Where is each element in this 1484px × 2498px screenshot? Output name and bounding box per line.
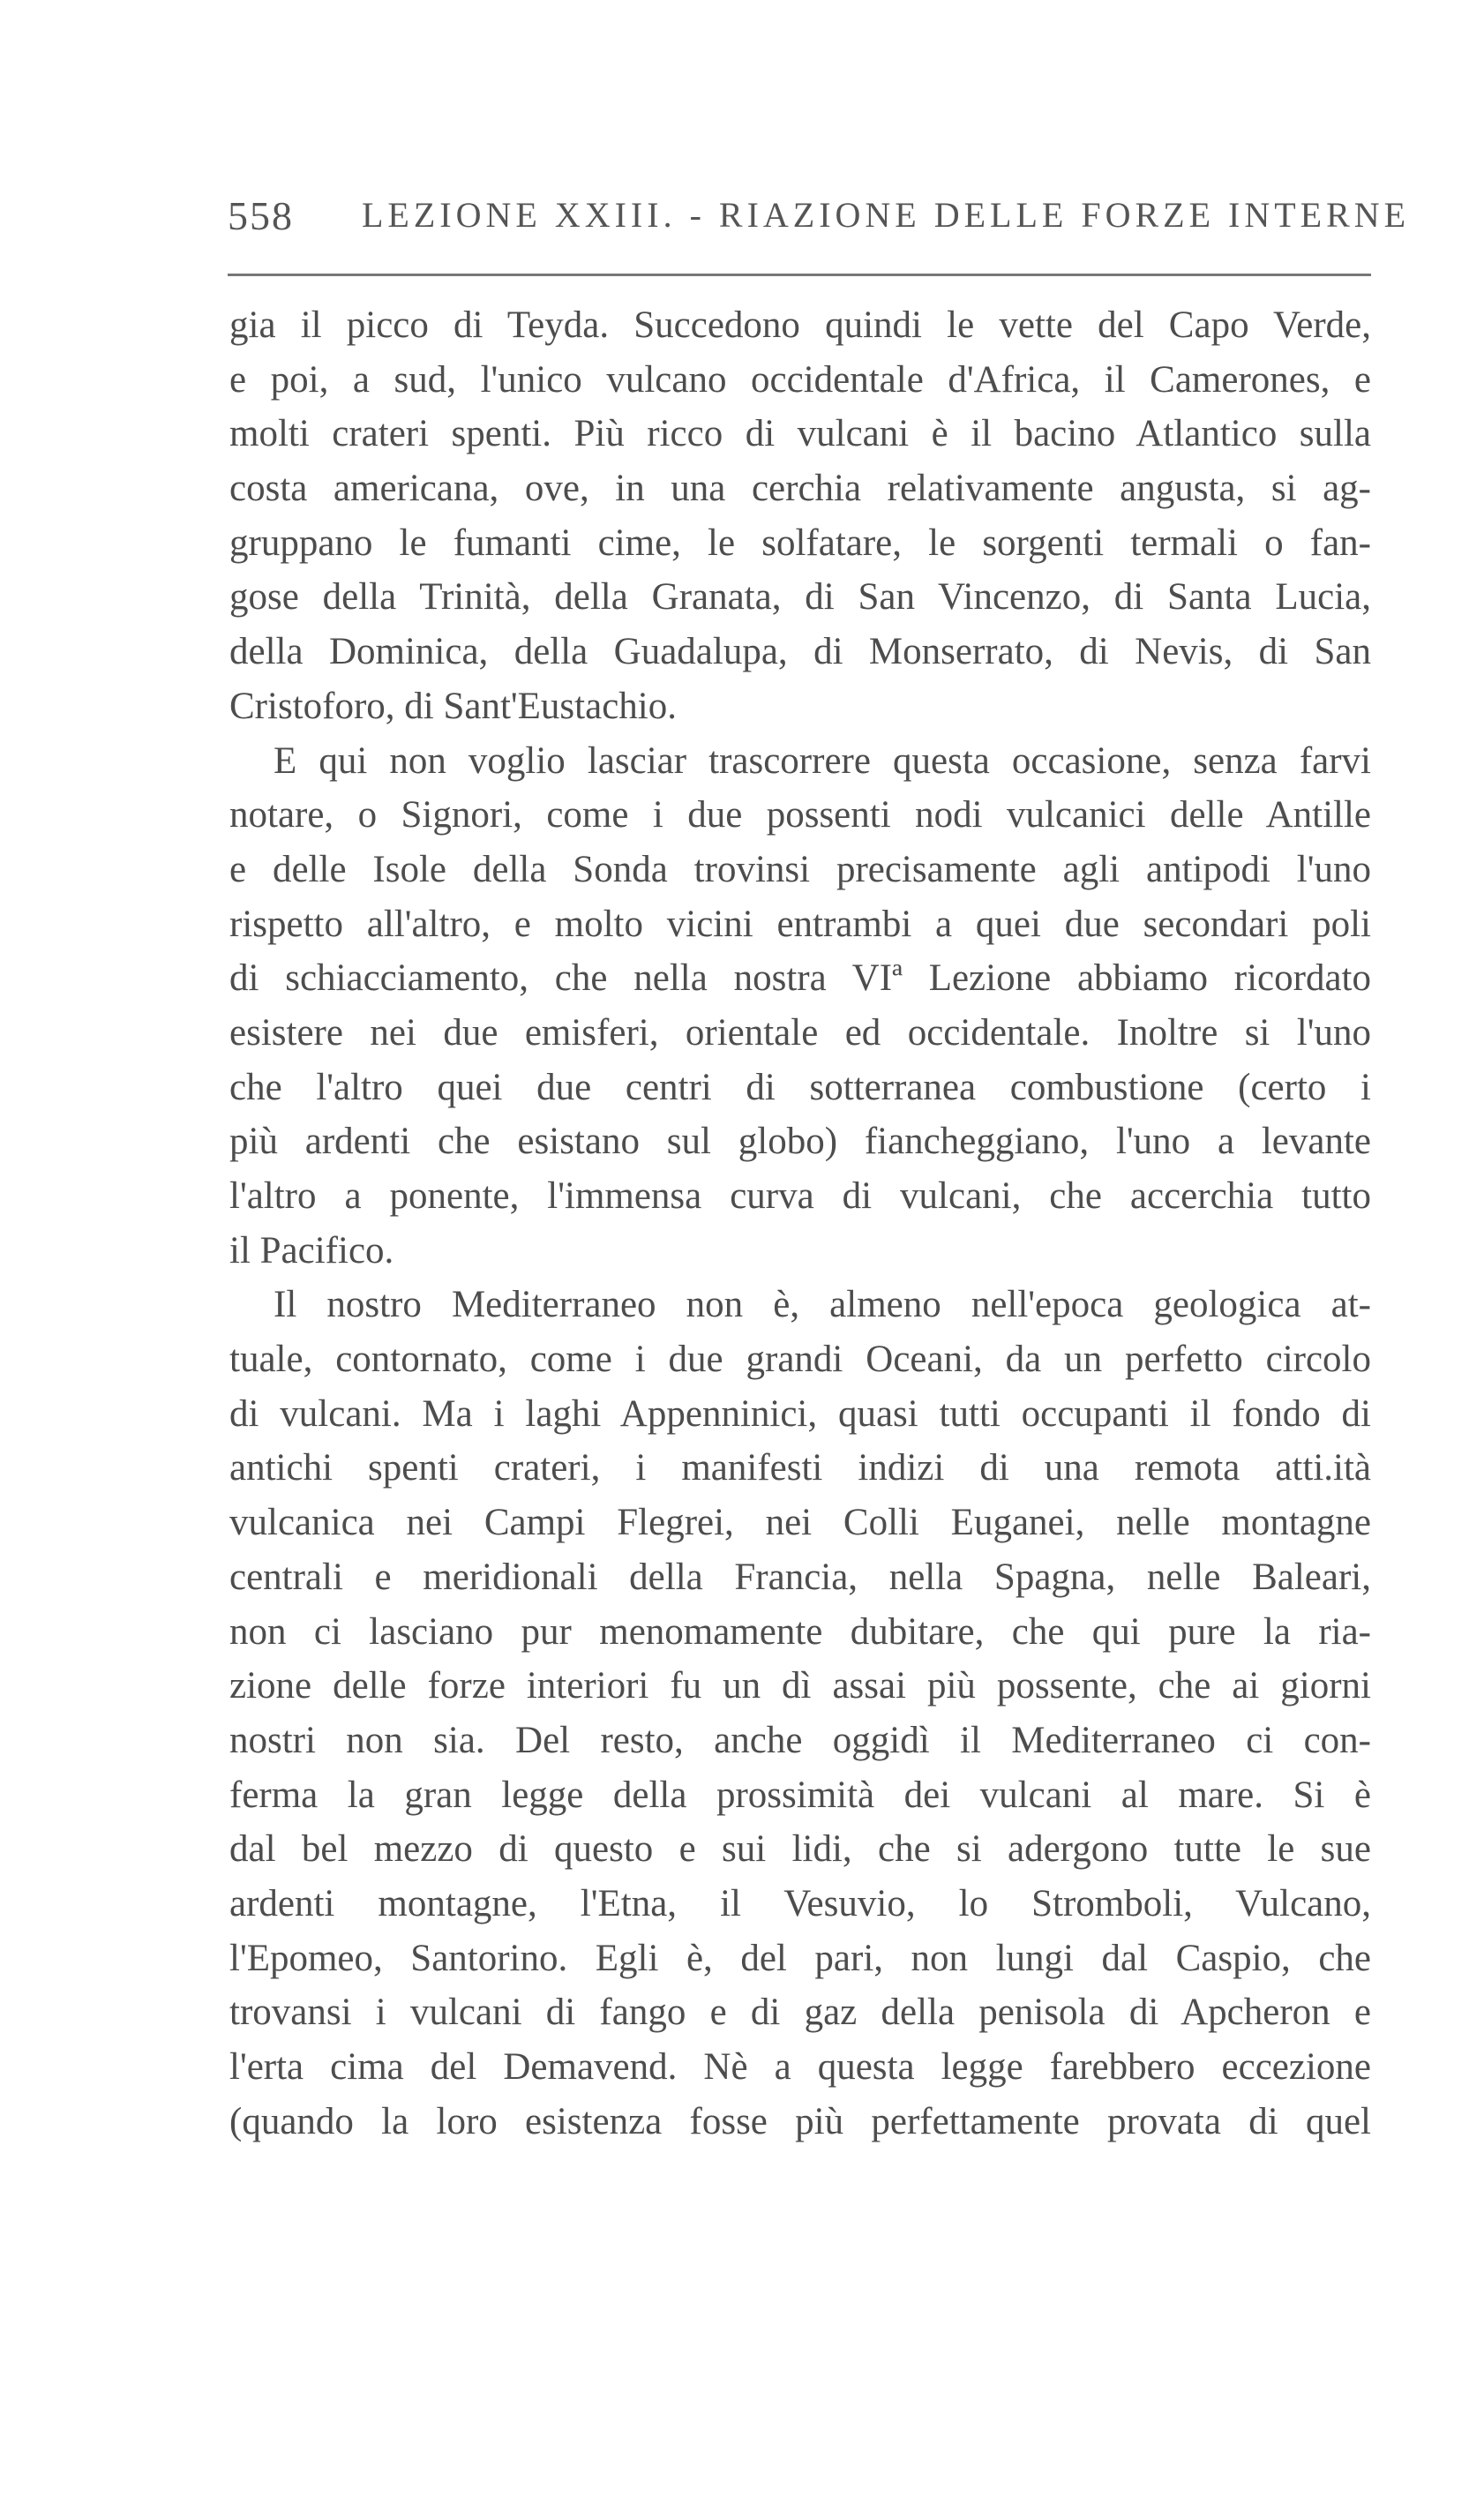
text-line: non ci lasciano pur menomamente dubitare, che qui pure la ria- bbox=[229, 1610, 1371, 1653]
text-line: di vulcani. Ma i laghi Appenninici, quasi tutti occupanti il fondo di bbox=[229, 1392, 1371, 1435]
text-line: più ardenti che esistano sul globo) fiancheggiano, l'uno a levante bbox=[229, 1121, 1371, 1163]
text-line: e delle Isole della Sonda trovinsi precisamente agli antipodi l'uno bbox=[229, 848, 1371, 890]
text-line: molti crateri spenti. Più ricco di vulcani è il bacino Atlantico sulla bbox=[229, 413, 1371, 455]
text-line: l'erta cima del Demavend. Nè a questa legge farebbero eccezione bbox=[229, 2046, 1371, 2088]
text-line: gose della Trinità, della Granata, di San Vincenzo, di Santa Lucia, bbox=[229, 576, 1371, 619]
text-line: il Pacifico. bbox=[229, 1229, 394, 1272]
text-line: E qui non voglio lasciar trascorrere questa occasione, senza farvi bbox=[274, 739, 1371, 782]
body-text bbox=[229, 298, 1371, 2149]
text-line: vulcanica nei Campi Flegrei, nei Colli Euganei, nelle montagne bbox=[229, 1502, 1371, 1544]
text-line: l'Epomeo, Santorino. Egli è, del pari, non lungi dal Caspio, che bbox=[229, 1937, 1371, 1979]
text-line: rispetto all'altro, e molto vicini entrambi a quei due secondari poli bbox=[229, 903, 1371, 945]
page-header bbox=[228, 192, 1411, 245]
text-line: Il nostro Mediterraneo non è, almeno nell'epoca geologica at- bbox=[274, 1284, 1371, 1326]
text-line: notare, o Signori, come i due possenti nodi vulcanici delle Antille bbox=[229, 794, 1371, 836]
text-line: che l'altro quei due centri di sotterranea combustione (certo i bbox=[229, 1066, 1371, 1108]
text-line: ardenti montagne, l'Etna, il Vesuvio, lo Stromboli, Vulcano, bbox=[229, 1882, 1371, 1924]
text-line: tuale, contornato, come i due grandi Oceani, da un perfetto circolo bbox=[229, 1339, 1371, 1381]
text-line: l'altro a ponente, l'immensa curva di vulcani, che accerchia tutto bbox=[229, 1175, 1371, 1217]
text-line: e poi, a sud, l'unico vulcano occidentale d'Africa, il Camerones, e bbox=[229, 358, 1371, 401]
text-line: antichi spenti crateri, i manifesti indizi di una remota atti.ità bbox=[229, 1447, 1371, 1489]
text-line: centrali e meridionali della Francia, nella Spagna, nelle Baleari, bbox=[229, 1556, 1371, 1598]
text-line: (quando la loro esistenza fosse più perfettamente provata di quel bbox=[229, 2100, 1371, 2142]
text-line: Cristoforo, di Sant'Eustachio. bbox=[229, 685, 677, 727]
header-rule bbox=[228, 274, 1371, 276]
text-line: gruppano le fumanti cime, le solfatare, le sorgenti termali o fan- bbox=[229, 521, 1371, 564]
text-line: gia il picco di Teyda. Succedono quindi le vette del Capo Verde, bbox=[229, 304, 1371, 346]
text-line: nostri non sia. Del resto, anche oggidì il Mediterraneo ci con- bbox=[229, 1719, 1371, 1761]
text-line: esistere nei due emisferi, orientale ed occidentale. Inoltre si l'uno bbox=[229, 1011, 1371, 1054]
text-line: dal bel mezzo di questo e sui lidi, che si adergono tutte le sue bbox=[229, 1828, 1371, 1871]
text-line: costa americana, ove, in una cerchia relativamente angusta, si ag- bbox=[229, 468, 1371, 510]
text-line: trovansi i vulcani di fango e di gaz della penisola di Apcheron e bbox=[229, 1992, 1371, 2034]
text-line: ferma la gran legge della prossimità dei vulcani al mare. Si è bbox=[229, 1774, 1371, 1816]
running-head: LEZIONE XXIII. - RIAZIONE DELLE FORZE INTERNE bbox=[362, 195, 1411, 235]
text-line: zione delle forze interiori fu un dì assai più possente, che ai giorni bbox=[229, 1665, 1371, 1707]
page-number: 558 bbox=[228, 193, 294, 238]
text-line: di schiacciamento, che nella nostra VIª Lezione abbiamo ricordato bbox=[229, 957, 1371, 1000]
text-line: della Dominica, della Guadalupa, di Monserrato, di Nevis, di San bbox=[229, 631, 1371, 673]
